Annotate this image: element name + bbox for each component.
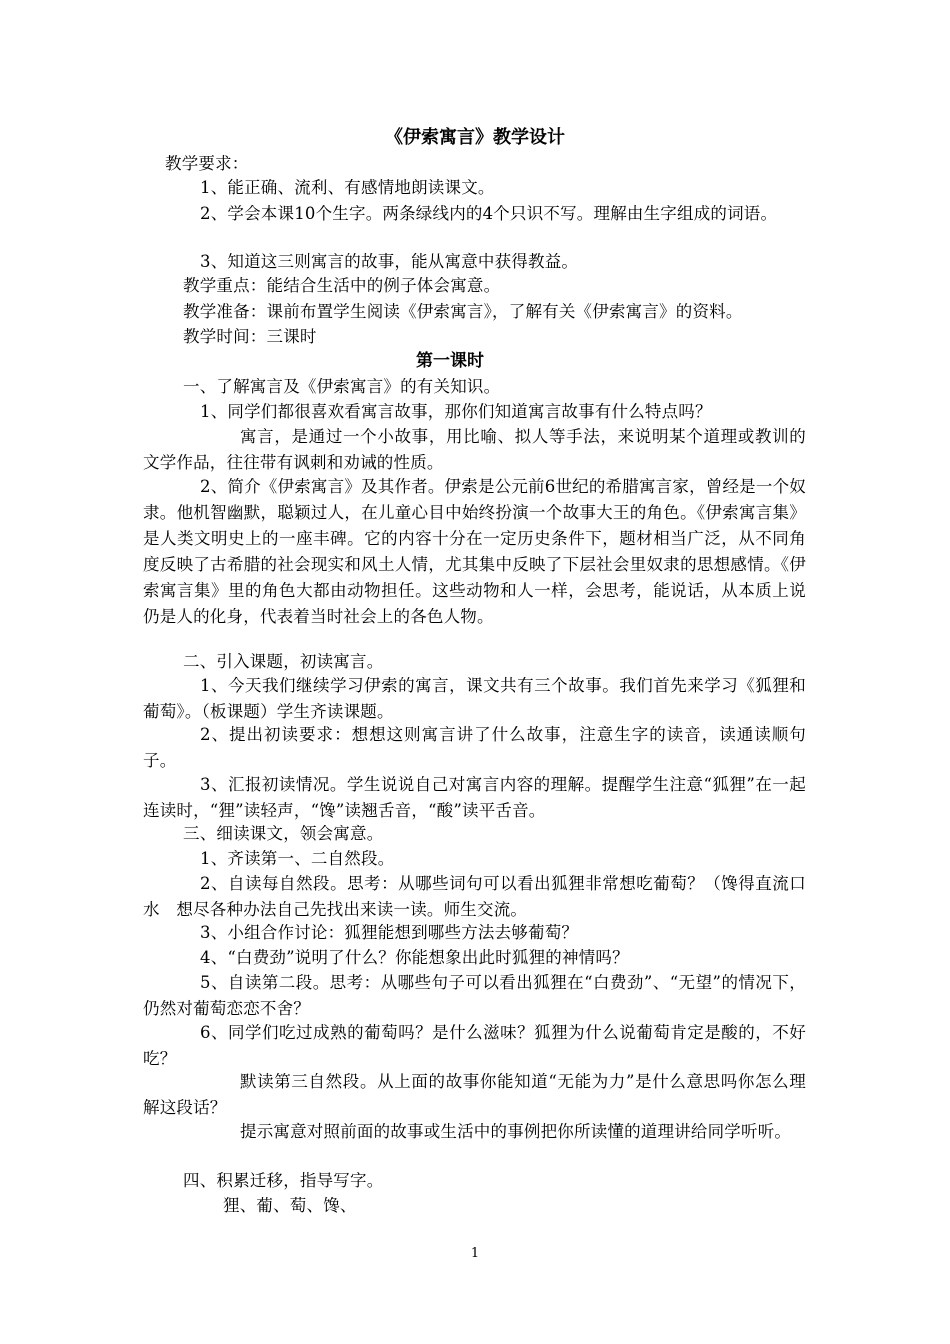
paragraph-requirement-1: 1、能正确、流利、有感情地朗读课文。 [200,178,495,197]
paragraph-part-3-item-4: 4、“白费劲”说明了什么？你能想象出此时狐狸的神情吗？ [200,948,629,967]
paragraph-part-3-item-1: 1、齐读第一、二自然段。 [200,849,395,868]
page-number: 1 [470,1246,480,1261]
paragraph-part-3-item-6: 6、同学们吃过成熟的葡萄吗？是什么滋味？狐狸为什么说葡萄肯定是酸的，不好吃？ [143,1023,806,1068]
paragraph-key-point: 教学重点：能结合生活中的例子体会寓意。 [183,276,501,295]
paragraph-part-1: 一、了解寓言及《伊索寓言》的有关知识。 [183,377,501,396]
paragraph-part-1-item-1: 1、同学们都很喜欢看寓言故事，那你们知道寓言故事有什么特点吗？ [200,402,712,421]
paragraph-aesop-intro: 2、简介《伊索寓言》及其作者。伊索是公元前6世纪的希腊寓言家，曾经是一个奴隶。他机智幽默，聪颖过人，在儿童心目中始终扮演一个故事大王的角色。《伊索寓言集》是人类文明史上的一座丰碑。它的内容十分在一定历史条件下，题材相当广泛，从不同角度反映了古希腊的社会现实和风土人情，尤其集中反映了下层社会里奴隶的思想感情。《伊索寓言集》里的角色大都由动物担任。这些动物和人一样，会思考，能说话，从本质上说仍是人的化身，代表着当时社会上的各色人物。 [143,477,806,626]
paragraph-part-3: 三、细读课文，领会寓意。 [183,824,384,843]
paragraph-requirement-3: 3、知道这三则寓言的故事，能从寓意中获得教益。 [200,252,579,271]
paragraph-requirement-2: 2、学会本课10个生字。两条绿线内的4个只识不写。理解由生字组成的词语。 [200,204,778,223]
paragraph-part-2: 二、引入课题，初读寓言。 [183,652,384,671]
paragraph-fable-definition: 寓言，是通过一个小故事，用比喻、拟人等手法，来说明某个道理或教训的文学作品，往往带有讽刺和劝诫的性质。 [143,427,806,472]
paragraph-characters: 狸、葡、萄、馋、 [223,1196,357,1215]
paragraph-part-2-item-1: 1、今天我们继续学习伊索的寓言，课文共有三个故事。我们首先来学习《狐狸和葡萄》。（板课题）学生齐读课题。 [143,676,806,721]
paragraph-part-3-item-3: 3、小组合作讨论：狐狸能想到哪些方法去够葡萄？ [200,923,579,942]
paragraph-part-2-item-2: 2、提出初读要求：想想这则寓言讲了什么故事，注意生字的读音，读通读顺句子。 [143,725,806,770]
paragraph-part-2-item-3: 3、汇报初读情况。学生说说自己对寓言内容的理解。提醒学生注意“狐狸”在一起连读时，“狸”读轻声，“馋”读翘舌音，“酸”读平舌音。 [143,775,806,820]
paragraph-moral-hint: 提示寓意对照前面的故事或生活中的事例把你所读懂的道理讲给同学听听。 [240,1122,792,1141]
paragraph-teaching-time: 教学时间：三课时 [183,327,317,346]
section-heading: 第一课时 [416,351,484,371]
paragraph-part-3-item-2: 2、自读每自然段。思考：从哪些词句可以看出狐狸非常想吃葡萄？（馋得直流口水 想尽各种办法自己先找出来读一读。师生交流。 [143,874,806,919]
paragraph-silent-reading: 默读第三自然段。从上面的故事你能知道“无能为力”是什么意思吗你怎么理解这段话？ [143,1072,806,1117]
document-title: 《伊索寓言》教学设计 [385,127,565,148]
paragraph-part-4: 四、积累迁移，指导写字。 [183,1171,384,1190]
paragraph-preparation: 教学准备：课前布置学生阅读《伊索寓言》，了解有关《伊索寓言》的资料。 [183,302,743,321]
paragraph-part-3-item-5: 5、自读第二段。思考：从哪些句子可以看出狐狸在“白费劲”、“无望”的情况下，仍然对葡萄恋恋不舍？ [143,973,806,1018]
paragraph-teaching-requirements: 教学要求： [165,154,249,173]
